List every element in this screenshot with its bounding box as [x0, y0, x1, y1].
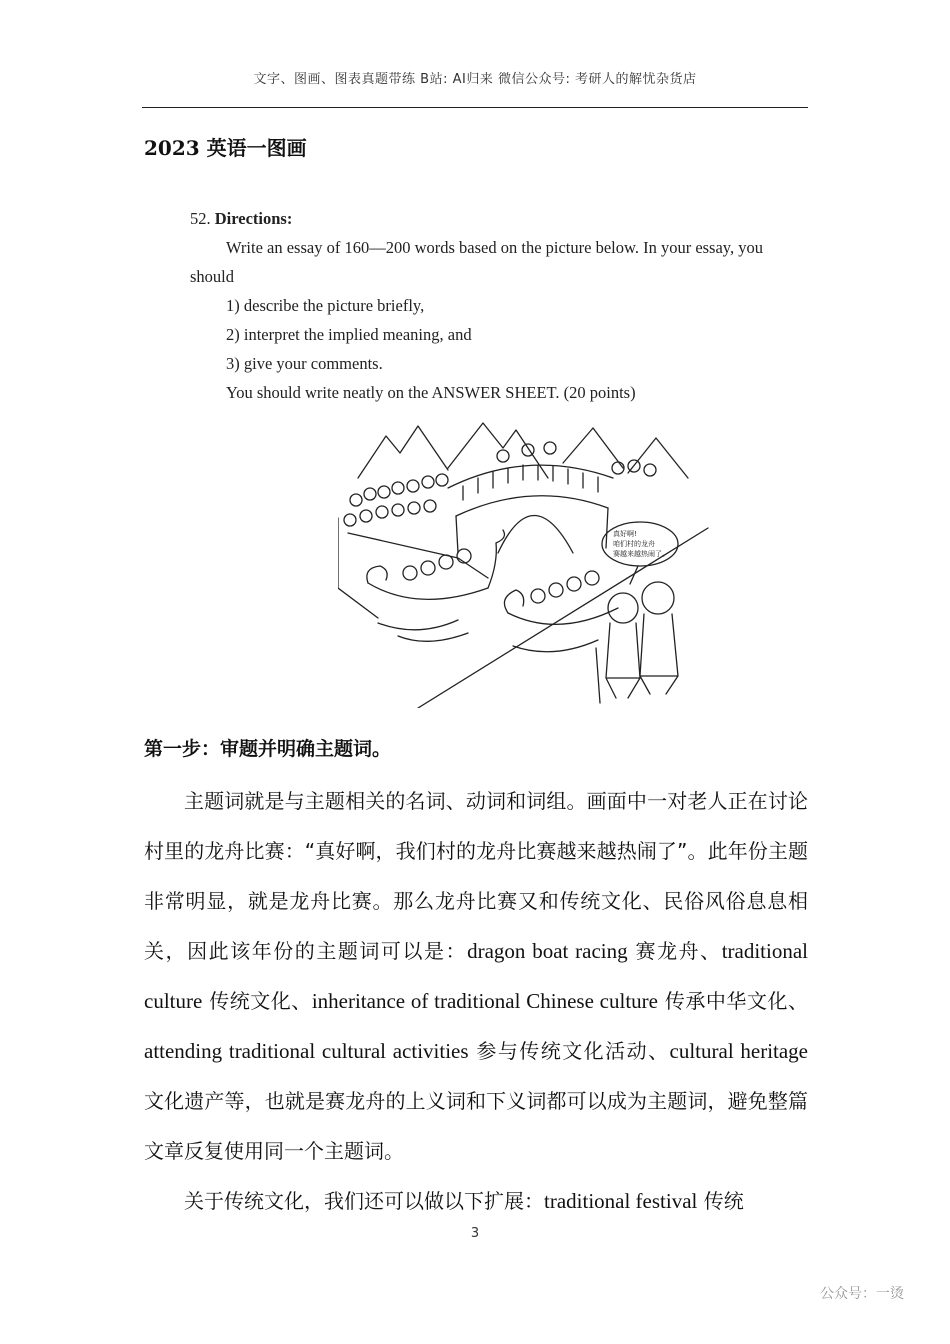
bridge-wall: [456, 508, 608, 553]
question-number: 52.: [190, 209, 211, 228]
bridge-top: [448, 465, 613, 488]
river-bank: [338, 518, 488, 618]
paragraph: 主题词就是与主题相关的名词、动词和词组。画面中一对老人正在讨论村里的龙舟比赛：“真好啊，我们村的龙舟比赛越来越热闹了”。此年份主题非常明显，就是龙舟比赛。那么龙舟比赛又和传统文化、民俗风俗息息相关，因此该年份的主题词可以是：dragon boat racing 赛龙舟、traditional culture 传统文化、inheritance of traditional Chinese culture 传承中华文化、attending traditional cultural activities 参与传统文化活动、cultural heritage 文化遗产等，也就是赛龙舟的上义词和下义词都可以成为主题词，避免整篇文章反复使用同一个主题词。: [144, 789, 809, 1163]
page-number: 3: [470, 1226, 480, 1241]
old-man-body: [606, 623, 640, 698]
dragon-boat: [367, 566, 387, 583]
body-text: [144, 776, 808, 1226]
directions-note: You should write neatly on the ANSWER SHEET. (20 points): [226, 383, 636, 402]
direction-item: 3) give your comments.: [226, 354, 383, 373]
old-woman-body: [640, 614, 678, 694]
speech-bubble-text: 咱们村的龙舟: [613, 540, 655, 548]
dragon-boat: [504, 590, 523, 613]
speech-bubble-text: 赛越来越热闹了。: [613, 550, 669, 558]
direction-item: 2) interpret the implied meaning, and: [226, 325, 472, 344]
bridge-arch: [498, 516, 573, 554]
watermark: 公众号：一烫: [820, 1286, 904, 1302]
bridge-base: [456, 496, 608, 516]
page-title: 2023 英语一图画: [144, 136, 307, 160]
speech-bubble-text: 真好啊!: [613, 530, 637, 538]
step-heading: 第一步：审题并明确主题词。: [144, 738, 392, 760]
dragon-boat-illustration: [338, 408, 718, 708]
mountain: [563, 428, 623, 468]
directions-heading: [190, 204, 820, 233]
paragraph: 关于传统文化，我们还可以做以下扩展：traditional festival 传统: [184, 1189, 744, 1213]
old-man-head: [608, 593, 638, 623]
header-divider: [142, 107, 808, 108]
dragon-boat: [368, 583, 488, 599]
directions-intro: Write an essay of 160—200 words based on the picture below. In your essay, you: [226, 238, 763, 257]
mountain: [628, 438, 688, 478]
dragon-boat: [508, 608, 618, 624]
old-woman-head: [642, 582, 674, 614]
direction-item: 1) describe the picture briefly,: [226, 296, 425, 315]
directions-intro-cont: should: [190, 267, 235, 286]
mountain: [358, 426, 448, 478]
page-header: 文字、图画、图表真题带练 B站: AI归来 微信公众号: 考研人的解忧杂货店: [253, 72, 697, 87]
directions-label: Directions:: [214, 209, 293, 228]
walking-cane: [596, 648, 600, 703]
exam-directions: [190, 204, 820, 407]
